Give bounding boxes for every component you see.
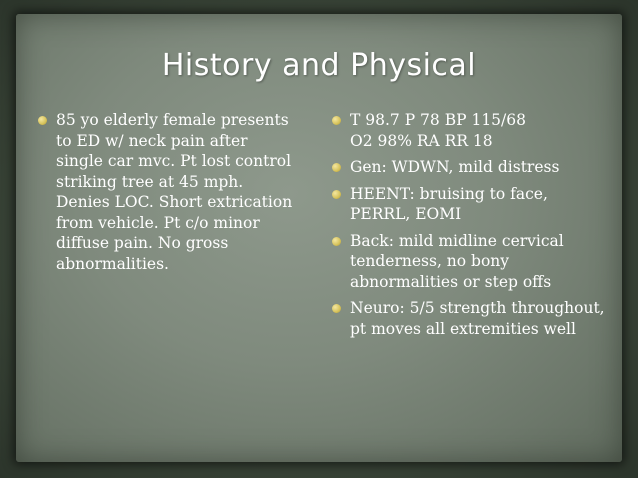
bullet-icon — [332, 190, 341, 199]
bullet-icon — [332, 116, 341, 125]
vitals-line-2: O2 98% RA RR 18 — [350, 131, 493, 150]
back-exam: Back: mild midline cervical tenderness, no bony abnormalities or step offs — [350, 231, 564, 291]
bullet-icon — [332, 163, 341, 172]
right-column — [330, 110, 610, 345]
list-item — [330, 184, 610, 225]
list-item — [330, 298, 610, 339]
vitals-line-1: T 98.7 P 78 BP 115/68 — [350, 111, 526, 129]
bullet-icon — [38, 116, 47, 125]
slide-title: History and Physical — [161, 48, 477, 83]
bullet-icon — [332, 304, 341, 313]
list-item — [330, 110, 610, 151]
bullet-icon — [332, 237, 341, 246]
list-item — [36, 110, 298, 274]
neuro-exam: Neuro: 5/5 strength throughout, pt moves all extremities well — [350, 299, 605, 338]
history-text: 85 yo elderly female presents to ED w/ neck pain after single car mvc. Pt lost control striking tree at 45 mph. Denies LOC. Short extrication from vehicle. Pt c/o minor diffuse pain. No gross abnormalities. — [56, 111, 293, 273]
list-item — [330, 157, 610, 178]
general-exam: Gen: WDWN, mild distress — [350, 158, 560, 176]
left-column — [36, 110, 298, 280]
list-item — [330, 231, 610, 293]
heent-exam: HEENT: bruising to face, PERRL, EOMI — [350, 184, 548, 223]
